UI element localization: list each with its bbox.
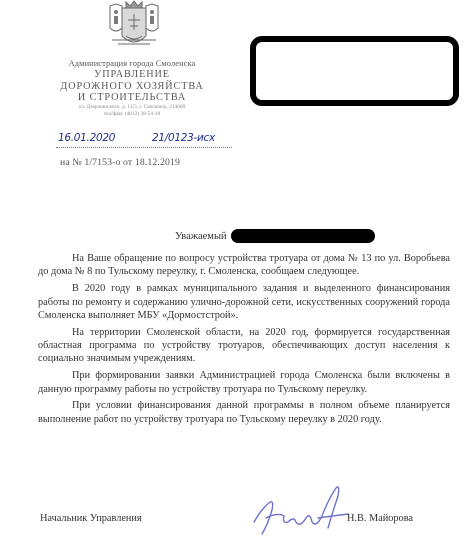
- signer-title: Начальник Управления: [40, 513, 142, 524]
- body-paragraph: На территории Смоленской области, на 2020 год, формируется государственная областная программа по устройству тротуаров, обеспечивающих доступ населения к социально значимым учреждениям.: [38, 326, 450, 365]
- body-paragraph: При формировании заявки Администрацией города Смоленска были включены в данную программу работы по устройству тротуара по Тульскому переулку.: [38, 370, 450, 395]
- coat-of-arms-emblem: [100, 0, 168, 52]
- body-paragraph: На Ваше обращение по вопросу устройства тротуара от дома № 13 по ул. Воробьева до дома № 8 по Тульскому переулку, г. Смоленска, сообщаем следующее.: [38, 253, 450, 278]
- redacted-recipient-block: [250, 36, 459, 106]
- salutation: Уважаемый: [175, 231, 227, 242]
- registration-rule: [56, 147, 232, 148]
- handwritten-signature: [248, 478, 356, 544]
- letterhead-dept-line: И СТРОИТЕЛЬСТВА: [77, 92, 187, 103]
- letterhead-dept-line: УПРАВЛЕНИЕ: [94, 69, 170, 80]
- letterhead-contacts: тел/факс (4812) 38-54-10: [103, 110, 161, 117]
- body-paragraph: При условии финансирования данной программы в полном объеме планируется выполнение работ по устройству тротуара по Тульскому переулку в 2020 году.: [38, 400, 450, 425]
- body-paragraph: В 2020 году в рамках муниципального задания и выделенного финансирования работы по ремонту и содержанию улично-дорожной сети, искусственных сооружений города Смоленска выполняет МБУ «Дормостстрой».: [38, 283, 450, 321]
- registration-number: 21/0123-исх: [152, 132, 215, 144]
- letterhead-admin: Администрация города Смоленска: [68, 59, 196, 68]
- signer-name: Н.В. Майорова: [347, 513, 414, 524]
- registration-date: 16.01.2020: [58, 132, 116, 144]
- reference-line: на № 1/7153-о от 18.12.2019: [60, 157, 180, 168]
- letterhead-dept-line: ДОРОЖНОГО ХОЗЯЙСТВА: [60, 80, 204, 92]
- letterhead: [22, 58, 242, 118]
- letter-body: [38, 252, 450, 429]
- letterhead-address: ул. Дзержинского, д. 11/5, г. Смоленск, 214000: [78, 103, 186, 110]
- registration-line: [56, 132, 232, 150]
- redacted-name-bar: [231, 229, 375, 243]
